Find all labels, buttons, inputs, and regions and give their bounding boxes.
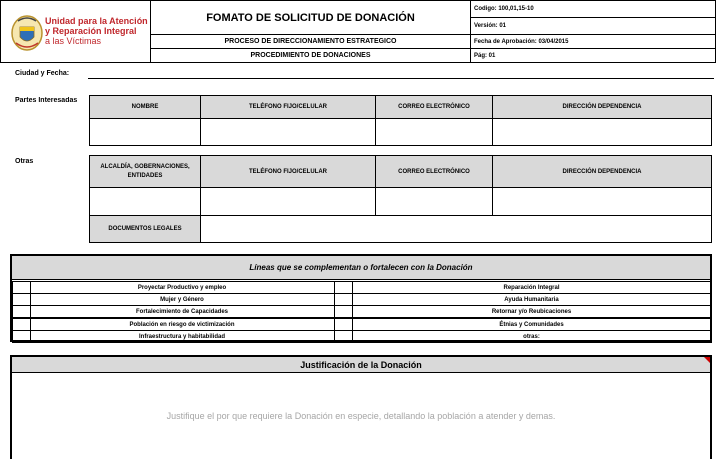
line-checkbox-right-4[interactable] xyxy=(334,330,353,343)
line-option-right-2: Retornar y/o Reubicaciones xyxy=(352,305,712,318)
approval-date: Fecha de Aprobación: 03/04/2015 xyxy=(470,34,716,49)
col-header-address: DIRECCIÓN DEPENDENCIA xyxy=(492,95,712,119)
logo-line-1: Unidad para la Atención xyxy=(45,16,148,26)
coat-of-arms-icon xyxy=(10,13,44,53)
process-name: PROCESO DE DIRECCIONAMIENTO ESTRATEGICO xyxy=(150,34,471,49)
col-header-email: CORREO ELECTRÓNICO xyxy=(375,95,493,119)
agency-logo-text xyxy=(45,16,149,46)
procedure-name: PROCEDIMIENTO DE DONACIONES xyxy=(150,48,471,63)
justification-textarea[interactable] xyxy=(12,374,710,459)
interested-name-field[interactable] xyxy=(89,118,201,146)
line-option-right-4: otras: xyxy=(352,330,712,343)
comment-indicator-icon xyxy=(704,357,710,363)
line-checkbox-left-4[interactable] xyxy=(12,330,31,343)
col-header-name: NOMBRE xyxy=(89,95,201,119)
line-option-left-2: Fortalecimiento de Capacidades xyxy=(30,305,335,318)
col-header-phone-2: TELÉFONO FIJO/CELULAR xyxy=(200,155,376,188)
logo-line-2: y Reparación Integral xyxy=(45,26,137,36)
line-option-right-0: Reparación Integral xyxy=(352,281,712,294)
line-checkbox-left-2[interactable] xyxy=(12,305,31,318)
justification-placeholder: Justifique el por que requiere la Donación en especie, detallando la población a atender y demas. xyxy=(166,410,556,421)
logo-line-3: a las Víctimas xyxy=(45,36,102,46)
header-logo-cell xyxy=(0,0,151,63)
line-option-left-1: Mujer y Género xyxy=(30,293,335,306)
col-header-entities: ALCALDÍA, GOBERNACIONES, ENTIDADES xyxy=(89,155,201,188)
col-header-address-2: DIRECCIÓN DEPENDENCIA xyxy=(492,155,712,188)
page-number: Pág: 01 xyxy=(470,48,716,63)
interested-address-field[interactable] xyxy=(492,118,712,146)
city-date-field[interactable] xyxy=(88,78,714,79)
entity-address-field[interactable] xyxy=(492,187,712,216)
legal-documents-label: DOCUMENTOS LEGALES xyxy=(89,215,201,243)
line-option-left-3: Población en riesgo de victimización xyxy=(30,318,335,331)
line-option-left-4: Infraestructura y habitabilidad xyxy=(30,330,335,343)
entity-email-field[interactable] xyxy=(375,187,493,216)
line-option-right-3: Étnias y Comunidades xyxy=(352,318,712,331)
document-code: Codigo: 100,01,15-10 xyxy=(470,0,716,18)
others-label: Otras xyxy=(15,158,34,165)
interested-email-field[interactable] xyxy=(375,118,493,146)
line-option-left-0: Proyectar Productivo y empleo xyxy=(30,281,335,294)
justification-title: Justificación de la Donación xyxy=(12,357,710,373)
document-title: FOMATO DE SOLICITUD DE DONACIÓN xyxy=(150,0,471,35)
col-header-phone: TELÉFONO FIJO/CELULAR xyxy=(200,95,376,119)
city-date-label: Ciudad y Fecha: xyxy=(15,70,70,77)
entity-phone-field[interactable] xyxy=(200,187,376,216)
col-header-email-2: CORREO ELECTRÓNICO xyxy=(375,155,493,188)
line-option-right-1: Ayuda Humanitaria xyxy=(352,293,712,306)
interested-parties-label: Partes Interesadas xyxy=(15,97,78,104)
interested-phone-field[interactable] xyxy=(200,118,376,146)
entity-name-field[interactable] xyxy=(89,187,201,216)
document-version: Versión: 01 xyxy=(470,17,716,35)
legal-documents-field[interactable] xyxy=(200,215,712,243)
line-checkbox-right-2[interactable] xyxy=(334,305,353,318)
lines-title: Líneas que se complementan o fortalecen con la Donación xyxy=(12,256,710,280)
